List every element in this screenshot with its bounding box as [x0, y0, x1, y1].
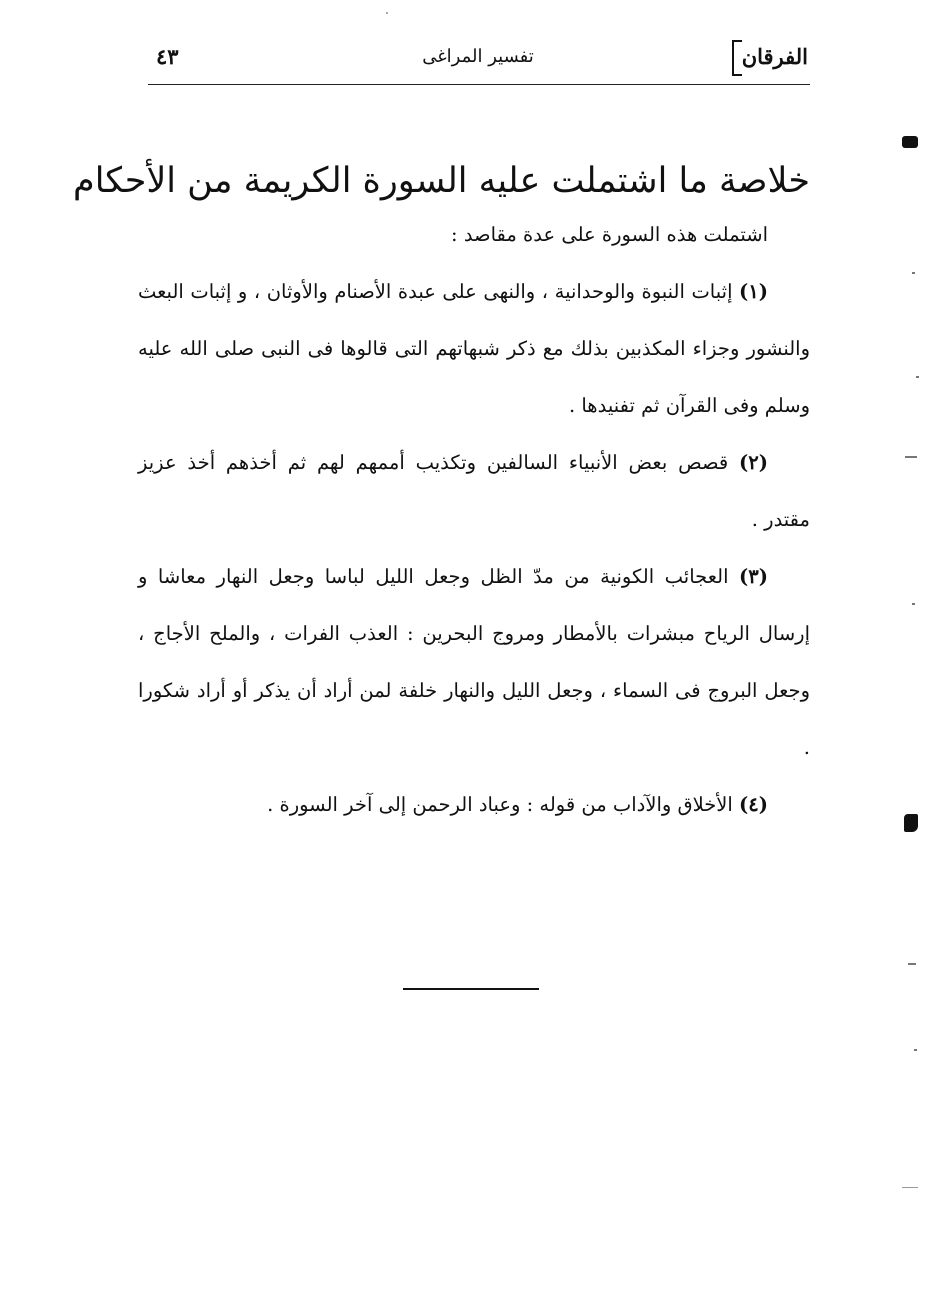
- scan-speck: [386, 12, 388, 14]
- book-title: تفسير المراغى: [422, 46, 534, 67]
- item-number: (٢): [739, 451, 768, 474]
- item-number: (١): [739, 280, 768, 303]
- scan-mark: [904, 814, 918, 832]
- scan-speck: [908, 963, 916, 965]
- section-title: خلاصة ما اشتملت عليه السورة الكريمة من الأحكام: [73, 161, 810, 202]
- scan-speck: [914, 1049, 917, 1051]
- item-number: (٣): [739, 565, 768, 588]
- list-item-3: [138, 548, 810, 776]
- scan-speck: [912, 603, 915, 605]
- scan-mark: [902, 136, 918, 148]
- body-text: [138, 206, 810, 833]
- end-divider: [403, 988, 539, 990]
- scan-speck: [916, 376, 919, 378]
- item-text: قصص بعض الأنبياء السالفين وتكذيب أممهم لهم ثم أخذهم أخذ عزيز مقتدر .: [138, 451, 810, 531]
- surah-name: الفرقان: [741, 44, 808, 69]
- item-text: العجائب الكونية من مدّ الظل وجعل الليل لباسا وجعل النهار معاشا و إرسال الرياح مبشرات بالأمطار ومروج البحرين : العذب الفرات ، والملح الأجاج ، وجعل البروج فى السماء ، وجعل الليل والنهار خلفة لمن أراد أن يذكر أو أراد شكورا .: [138, 565, 810, 759]
- item-text: الأخلاق والآداب من قوله : وعباد الرحمن إلى آخر السورة .: [267, 793, 733, 816]
- list-item-1: [138, 263, 810, 434]
- running-header: [148, 40, 808, 84]
- list-item-2: [138, 434, 810, 548]
- scan-speck: [902, 1187, 918, 1188]
- header-divider: [148, 84, 810, 85]
- page-number: ٤٣: [156, 44, 179, 69]
- scan-speck: [912, 272, 915, 274]
- intro-paragraph: اشتملت هذه السورة على عدة مقاصد :: [451, 223, 768, 246]
- item-text: إثبات النبوة والوحدانية ، والنهى على عبدة الأصنام والأوثان ، و إثبات البعث والنشور وجزاء المكذبين بذلك مع ذكر شبهاتهم التى قالوها فى النبى صلى الله عليه وسلم وفى القرآن ثم تفنيدها .: [138, 280, 810, 417]
- item-number: (٤): [739, 793, 768, 816]
- list-item-4: [138, 776, 810, 833]
- scan-speck: [905, 456, 917, 458]
